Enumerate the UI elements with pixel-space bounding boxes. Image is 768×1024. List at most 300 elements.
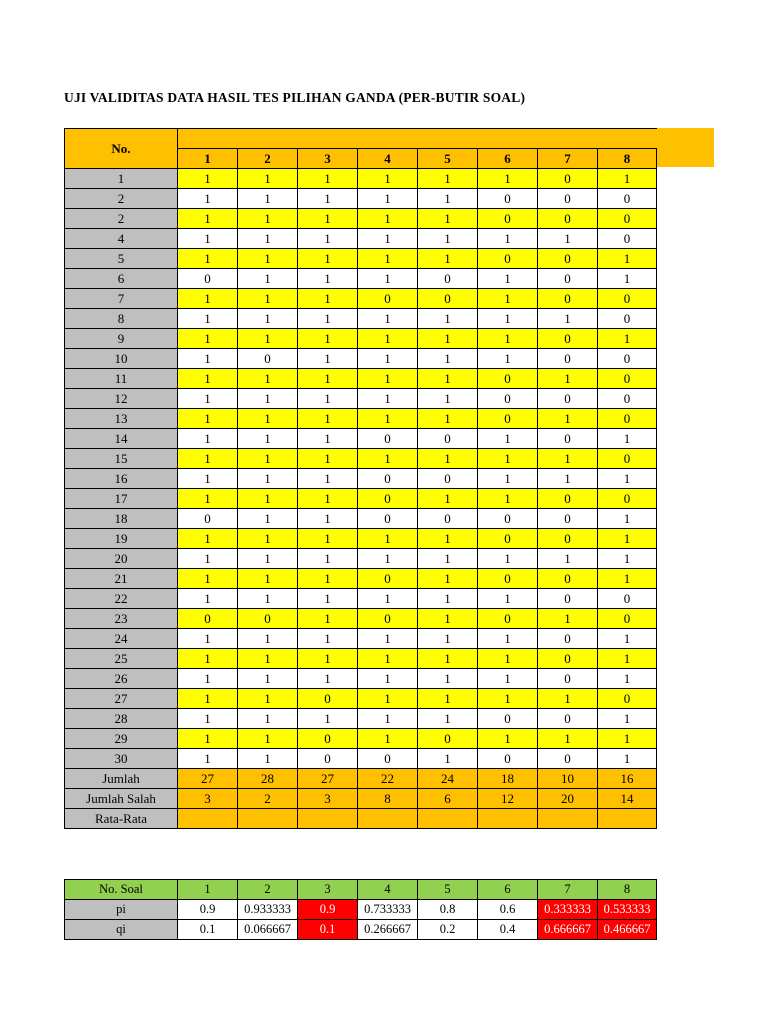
table-row (65, 509, 657, 529)
score-cell: 0 (478, 609, 538, 629)
score-cell: 0 (178, 609, 238, 629)
score-cell: 1 (178, 729, 238, 749)
table-row (65, 549, 657, 569)
header-row-top (65, 129, 657, 149)
row-number: 16 (65, 469, 178, 489)
table-row (65, 469, 657, 489)
score-cell: 1 (298, 509, 358, 529)
summary-cell: 27 (178, 769, 238, 789)
page-title: UJI VALIDITAS DATA HASIL TES PILIHAN GANDA (PER-BUTIR SOAL) (64, 90, 526, 105)
score-cell: 1 (598, 669, 657, 689)
score-cell: 1 (238, 709, 298, 729)
score-cell: 1 (478, 589, 538, 609)
score-cell: 0 (238, 349, 298, 369)
score-cell: 1 (178, 569, 238, 589)
score-cell: 1 (418, 229, 478, 249)
score-cell: 1 (238, 229, 298, 249)
score-cell: 1 (358, 449, 418, 469)
summary-cell (418, 809, 478, 829)
score-cell: 1 (418, 749, 478, 769)
difficulty-stats-table (64, 879, 657, 940)
score-cell: 1 (598, 549, 657, 569)
score-cell: 0 (538, 529, 598, 549)
table-row (65, 349, 657, 369)
score-cell: 0 (538, 329, 598, 349)
score-cell: 1 (298, 389, 358, 409)
summary-cell (298, 809, 358, 829)
header-band (178, 129, 657, 149)
score-cell: 1 (598, 249, 657, 269)
summary-cell: 22 (358, 769, 418, 789)
score-cell: 1 (358, 589, 418, 609)
row-number: 8 (65, 309, 178, 329)
score-cell: 0 (418, 289, 478, 309)
row-number: 22 (65, 589, 178, 609)
stats-cell: 0.933333 (238, 900, 298, 920)
score-cell: 1 (298, 189, 358, 209)
score-cell: 1 (478, 689, 538, 709)
row-number: 2 (65, 189, 178, 209)
row-number: 11 (65, 369, 178, 389)
score-cell: 1 (478, 489, 538, 509)
summary-cell (478, 809, 538, 829)
score-cell: 1 (298, 469, 358, 489)
score-cell: 1 (298, 369, 358, 389)
stats-cell: 0.733333 (358, 900, 418, 920)
column-header: 3 (298, 149, 358, 169)
table-row (65, 749, 657, 769)
score-cell: 1 (478, 349, 538, 369)
score-cell: 1 (598, 709, 657, 729)
row-number: 20 (65, 549, 178, 569)
row-number: 23 (65, 609, 178, 629)
score-cell: 0 (478, 389, 538, 409)
table-row (65, 209, 657, 229)
summary-cell (538, 809, 598, 829)
summary-cell: 28 (238, 769, 298, 789)
table-row (65, 389, 657, 409)
column-header: 5 (418, 149, 478, 169)
score-cell: 1 (598, 469, 657, 489)
score-cell: 0 (358, 429, 418, 449)
score-cell: 0 (418, 469, 478, 489)
table-row (65, 169, 657, 189)
row-number: 24 (65, 629, 178, 649)
score-cell: 1 (238, 269, 298, 289)
stats-cell: 0.1 (178, 920, 238, 940)
score-cell: 0 (538, 669, 598, 689)
summary-cell: 2 (238, 789, 298, 809)
score-cell: 1 (418, 169, 478, 189)
score-cell: 1 (178, 709, 238, 729)
score-cell: 1 (238, 529, 298, 549)
score-cell: 1 (178, 229, 238, 249)
score-cell: 1 (598, 729, 657, 749)
score-cell: 1 (238, 189, 298, 209)
score-cell: 1 (358, 389, 418, 409)
score-cell: 1 (178, 489, 238, 509)
score-cell: 1 (478, 449, 538, 469)
score-cell: 1 (298, 229, 358, 249)
score-cell: 1 (538, 369, 598, 389)
score-cell: 0 (358, 609, 418, 629)
score-cell: 1 (298, 669, 358, 689)
score-cell: 1 (238, 649, 298, 669)
score-cell: 1 (478, 309, 538, 329)
no-header-cell: No. (65, 129, 178, 169)
summary-cell (358, 809, 418, 829)
score-cell: 0 (478, 409, 538, 429)
stats-cell-flagged: 0.666667 (538, 920, 598, 940)
score-cell: 0 (538, 489, 598, 509)
score-cell: 1 (418, 689, 478, 709)
score-cell: 1 (478, 169, 538, 189)
score-cell: 1 (298, 449, 358, 469)
score-cell: 0 (358, 289, 418, 309)
score-cell: 1 (418, 569, 478, 589)
summary-cell: 10 (538, 769, 598, 789)
score-cell: 1 (418, 609, 478, 629)
score-cell: 1 (418, 409, 478, 429)
row-number: 25 (65, 649, 178, 669)
score-cell: 1 (598, 569, 657, 589)
score-cell: 1 (298, 169, 358, 189)
stats-cell-flagged: 0.9 (298, 900, 358, 920)
score-cell: 1 (598, 629, 657, 649)
score-cell: 1 (598, 329, 657, 349)
score-cell: 1 (358, 729, 418, 749)
score-cell: 1 (418, 309, 478, 329)
score-cell: 0 (478, 249, 538, 269)
stats-column-header: 8 (598, 880, 657, 900)
score-cell: 0 (598, 689, 657, 709)
score-cell: 0 (418, 269, 478, 289)
score-cell: 0 (298, 689, 358, 709)
score-cell: 1 (238, 669, 298, 689)
table-row (65, 409, 657, 429)
score-cell: 0 (538, 289, 598, 309)
table-row (65, 269, 657, 289)
score-cell: 0 (598, 349, 657, 369)
score-cell: 0 (538, 709, 598, 729)
score-cell: 1 (418, 369, 478, 389)
score-cell: 1 (418, 709, 478, 729)
score-cell: 1 (238, 569, 298, 589)
score-cell: 1 (478, 629, 538, 649)
column-header: 2 (238, 149, 298, 169)
row-number: 18 (65, 509, 178, 529)
score-cell: 1 (178, 549, 238, 569)
stats-cell-flagged: 0.1 (298, 920, 358, 940)
score-cell: 1 (358, 669, 418, 689)
summary-cell: 6 (418, 789, 478, 809)
score-cell: 1 (478, 289, 538, 309)
table-row (65, 529, 657, 549)
score-cell: 1 (478, 649, 538, 669)
score-cell: 1 (358, 369, 418, 389)
score-cell: 0 (358, 569, 418, 589)
row-number: 5 (65, 249, 178, 269)
summary-cell: 3 (178, 789, 238, 809)
table-row (65, 429, 657, 449)
stats-column-header: 2 (238, 880, 298, 900)
stats-header-row (65, 880, 657, 900)
score-cell: 1 (238, 629, 298, 649)
score-cell: 1 (178, 649, 238, 669)
summary-cell: 20 (538, 789, 598, 809)
score-cell: 1 (358, 689, 418, 709)
stats-cell: 0.066667 (238, 920, 298, 940)
score-cell: 0 (538, 349, 598, 369)
row-number: 26 (65, 669, 178, 689)
score-cell: 1 (238, 369, 298, 389)
score-cell: 1 (538, 229, 598, 249)
score-cell: 1 (238, 389, 298, 409)
score-cell: 0 (598, 229, 657, 249)
table-row (65, 229, 657, 249)
score-cell: 0 (298, 729, 358, 749)
score-cell: 1 (418, 249, 478, 269)
summary-cell (178, 809, 238, 829)
summary-row (65, 809, 657, 829)
score-cell: 0 (358, 489, 418, 509)
score-cell: 0 (478, 369, 538, 389)
score-cell: 1 (298, 349, 358, 369)
score-cell: 1 (358, 649, 418, 669)
score-cell: 1 (478, 229, 538, 249)
score-cell: 1 (178, 329, 238, 349)
score-cell: 1 (298, 329, 358, 349)
score-cell: 1 (358, 709, 418, 729)
score-cell: 1 (298, 529, 358, 549)
summary-row (65, 789, 657, 809)
score-cell: 1 (358, 549, 418, 569)
row-number: 30 (65, 749, 178, 769)
score-cell: 1 (178, 389, 238, 409)
score-cell: 0 (478, 569, 538, 589)
stats-cell: 0.4 (478, 920, 538, 940)
stats-cell-flagged: 0.533333 (598, 900, 657, 920)
stats-cell: 0.2 (418, 920, 478, 940)
score-cell: 0 (538, 269, 598, 289)
score-cell: 1 (358, 529, 418, 549)
score-cell: 1 (178, 629, 238, 649)
row-number: 2 (65, 209, 178, 229)
summary-cell: 8 (358, 789, 418, 809)
stats-column-header: 5 (418, 880, 478, 900)
score-cell: 1 (298, 309, 358, 329)
score-cell: 0 (538, 629, 598, 649)
score-cell: 1 (418, 649, 478, 669)
score-cell: 1 (298, 589, 358, 609)
summary-cell: 27 (298, 769, 358, 789)
score-cell: 1 (298, 429, 358, 449)
score-cell: 0 (418, 429, 478, 449)
score-cell: 1 (238, 589, 298, 609)
row-number: 29 (65, 729, 178, 749)
score-cell: 1 (538, 309, 598, 329)
summary-label: Jumlah (65, 769, 178, 789)
stats-cell: 0.6 (478, 900, 538, 920)
score-cell: 1 (238, 449, 298, 469)
score-cell: 1 (358, 329, 418, 349)
score-cell: 0 (538, 589, 598, 609)
score-cell: 1 (238, 689, 298, 709)
score-cell: 1 (238, 509, 298, 529)
score-cell: 1 (238, 469, 298, 489)
score-cell: 1 (358, 629, 418, 649)
score-cell: 1 (358, 249, 418, 269)
score-cell: 1 (178, 409, 238, 429)
score-cell: 1 (418, 449, 478, 469)
stats-cell: 0.9 (178, 900, 238, 920)
score-cell: 1 (178, 289, 238, 309)
stats-cell-flagged: 0.333333 (538, 900, 598, 920)
score-cell: 0 (598, 389, 657, 409)
table-row (65, 189, 657, 209)
score-cell: 1 (538, 609, 598, 629)
score-cell: 0 (418, 729, 478, 749)
row-number: 13 (65, 409, 178, 429)
score-cell: 1 (358, 189, 418, 209)
stats-cell: 0.266667 (358, 920, 418, 940)
score-cell: 0 (478, 509, 538, 529)
score-cell: 0 (538, 509, 598, 529)
score-cell: 1 (418, 669, 478, 689)
score-cell: 1 (178, 589, 238, 609)
score-cell: 1 (298, 489, 358, 509)
validity-data-table (64, 128, 657, 829)
summary-cell: 18 (478, 769, 538, 789)
score-cell: 0 (538, 649, 598, 669)
stats-cell-flagged: 0.466667 (598, 920, 657, 940)
table-row (65, 629, 657, 649)
score-cell: 1 (598, 529, 657, 549)
score-cell: 0 (478, 709, 538, 729)
stats-row-label: qi (65, 920, 178, 940)
score-cell: 1 (298, 249, 358, 269)
stats-column-header: 7 (538, 880, 598, 900)
score-cell: 1 (598, 649, 657, 669)
score-cell: 0 (538, 169, 598, 189)
stats-header-label: No. Soal (65, 880, 178, 900)
score-cell: 0 (178, 509, 238, 529)
score-cell: 1 (238, 309, 298, 329)
score-cell: 1 (238, 409, 298, 429)
score-cell: 0 (598, 289, 657, 309)
table-row (65, 249, 657, 269)
score-cell: 1 (598, 429, 657, 449)
score-cell: 1 (418, 209, 478, 229)
score-cell: 0 (418, 509, 478, 529)
score-cell: 1 (478, 329, 538, 349)
row-number: 21 (65, 569, 178, 589)
score-cell: 1 (538, 689, 598, 709)
score-cell: 1 (358, 209, 418, 229)
score-cell: 0 (358, 469, 418, 489)
score-cell: 1 (238, 429, 298, 449)
table-row (65, 609, 657, 629)
score-cell: 0 (598, 309, 657, 329)
score-cell: 1 (358, 229, 418, 249)
stats-row (65, 900, 657, 920)
score-cell: 1 (298, 289, 358, 309)
score-cell: 1 (538, 469, 598, 489)
score-cell: 1 (298, 209, 358, 229)
summary-cell: 12 (478, 789, 538, 809)
score-cell: 0 (478, 749, 538, 769)
score-cell: 1 (298, 649, 358, 669)
score-cell: 0 (178, 269, 238, 289)
table-row (65, 669, 657, 689)
score-cell: 0 (538, 569, 598, 589)
score-cell: 1 (178, 749, 238, 769)
row-number: 9 (65, 329, 178, 349)
summary-cell (238, 809, 298, 829)
score-cell: 0 (538, 389, 598, 409)
score-cell: 1 (178, 469, 238, 489)
score-cell: 1 (298, 409, 358, 429)
score-cell: 0 (598, 409, 657, 429)
table-row (65, 589, 657, 609)
score-cell: 0 (478, 209, 538, 229)
stats-cell: 0.8 (418, 900, 478, 920)
score-cell: 0 (538, 429, 598, 449)
row-number: 17 (65, 489, 178, 509)
table-row (65, 489, 657, 509)
score-cell: 0 (598, 369, 657, 389)
score-cell: 1 (298, 549, 358, 569)
table-row (65, 709, 657, 729)
score-cell: 1 (478, 429, 538, 449)
score-cell: 1 (238, 289, 298, 309)
score-cell: 1 (418, 389, 478, 409)
score-cell: 1 (178, 369, 238, 389)
score-cell: 1 (598, 509, 657, 529)
score-cell: 1 (418, 529, 478, 549)
score-cell: 1 (598, 269, 657, 289)
row-number: 28 (65, 709, 178, 729)
score-cell: 1 (418, 629, 478, 649)
table-row (65, 689, 657, 709)
score-cell: 0 (538, 249, 598, 269)
row-number: 27 (65, 689, 178, 709)
score-cell: 1 (538, 409, 598, 429)
score-cell: 0 (478, 189, 538, 209)
score-cell: 1 (538, 449, 598, 469)
row-number: 6 (65, 269, 178, 289)
score-cell: 1 (298, 629, 358, 649)
score-cell: 1 (418, 549, 478, 569)
score-cell: 1 (178, 309, 238, 329)
score-cell: 1 (418, 489, 478, 509)
column-header: 7 (538, 149, 598, 169)
summary-label: Jumlah Salah (65, 789, 178, 809)
row-number: 14 (65, 429, 178, 449)
score-cell: 1 (178, 169, 238, 189)
table-row (65, 369, 657, 389)
score-cell: 1 (178, 249, 238, 269)
row-number: 10 (65, 349, 178, 369)
score-cell: 1 (478, 269, 538, 289)
stats-column-header: 1 (178, 880, 238, 900)
row-number: 1 (65, 169, 178, 189)
score-cell: 0 (478, 529, 538, 549)
column-header: 6 (478, 149, 538, 169)
score-cell: 1 (478, 469, 538, 489)
score-cell: 1 (238, 489, 298, 509)
summary-cell: 14 (598, 789, 657, 809)
